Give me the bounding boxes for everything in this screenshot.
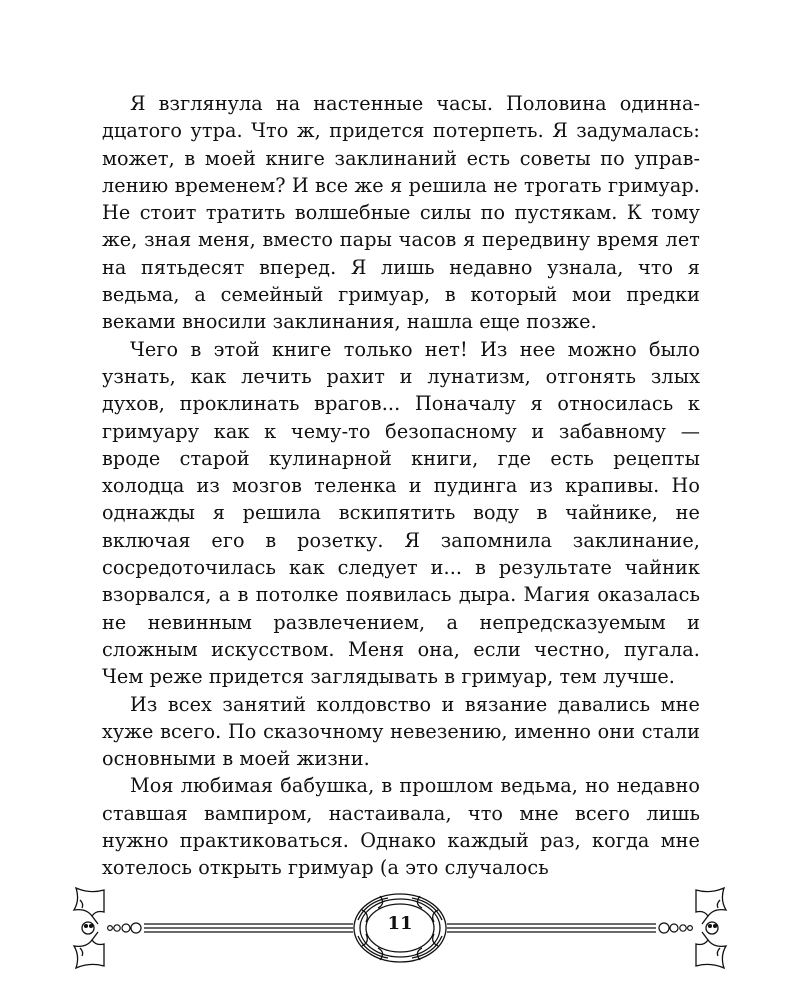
page-number: 11 — [387, 913, 413, 934]
bat-wing-right-icon — [696, 888, 726, 968]
paragraph-3: Из всех занятий колдовство и вязание давались мне хуже всего. По сказочному невезению, именно они стали основными в моей жизни. — [102, 692, 700, 771]
bead-chain-left-icon — [108, 923, 141, 933]
paragraph-4: Моя любимая бабушка, в прошлом ведьма, но недавно ставшая вампиром, настаивала, что мне всего лишь нужно практиковаться. Однако каждый раз, когда мне хотелось открыть гримуар (а это случалось — [102, 774, 700, 880]
paragraph-1: Я взглянула на настенные часы. Половина одиннадцатого утра. Что ж, придется потерпеть. Я задумалась: может, в моей книге заклинаний есть советы по управлению временем? И все же я решила не трогать гримуар. Не стоит тратить волшебные силы по пустякам. К тому же, зная меня, вместо пары часов я передвину время лет на пятьдесят вперед. Я лишь недавно узнала, что я ведьма, а семейный гримуар, в который мои предки веками вносили заклинания, нашла еще позже. — [102, 92, 700, 334]
bat-wing-left-icon — [74, 888, 104, 968]
paragraph-2: Чего в этой книге только нет! Из нее можно было узнать, как лечить рахит и лунатизм, отгонять злых духов, проклинать врагов... Поначалу я относилась к гримуару как к чему-то безопасному и забавному — вроде старой кулинарной книги, где есть рецепты холодца из мозгов теленка и пудинга из крапивы. Но однажды я решила вскипятить воду в чайнике, не включая его в розетку. Я запомнила заклинание, сосредоточилась как следует и... в результате чайник взорвался, а в потолке появилась дыра. Магия оказалась не невинным развлечением, а непредсказуемым и сложным искусством. Меня она, если честно, пугала. Чем реже придется заглядывать в гримуар, тем лучше. — [102, 337, 700, 689]
bead-chain-right-icon — [659, 923, 692, 933]
body-text — [102, 90, 700, 882]
ornament-rule-right — [447, 924, 656, 932]
ornament-rule-left — [144, 924, 353, 932]
